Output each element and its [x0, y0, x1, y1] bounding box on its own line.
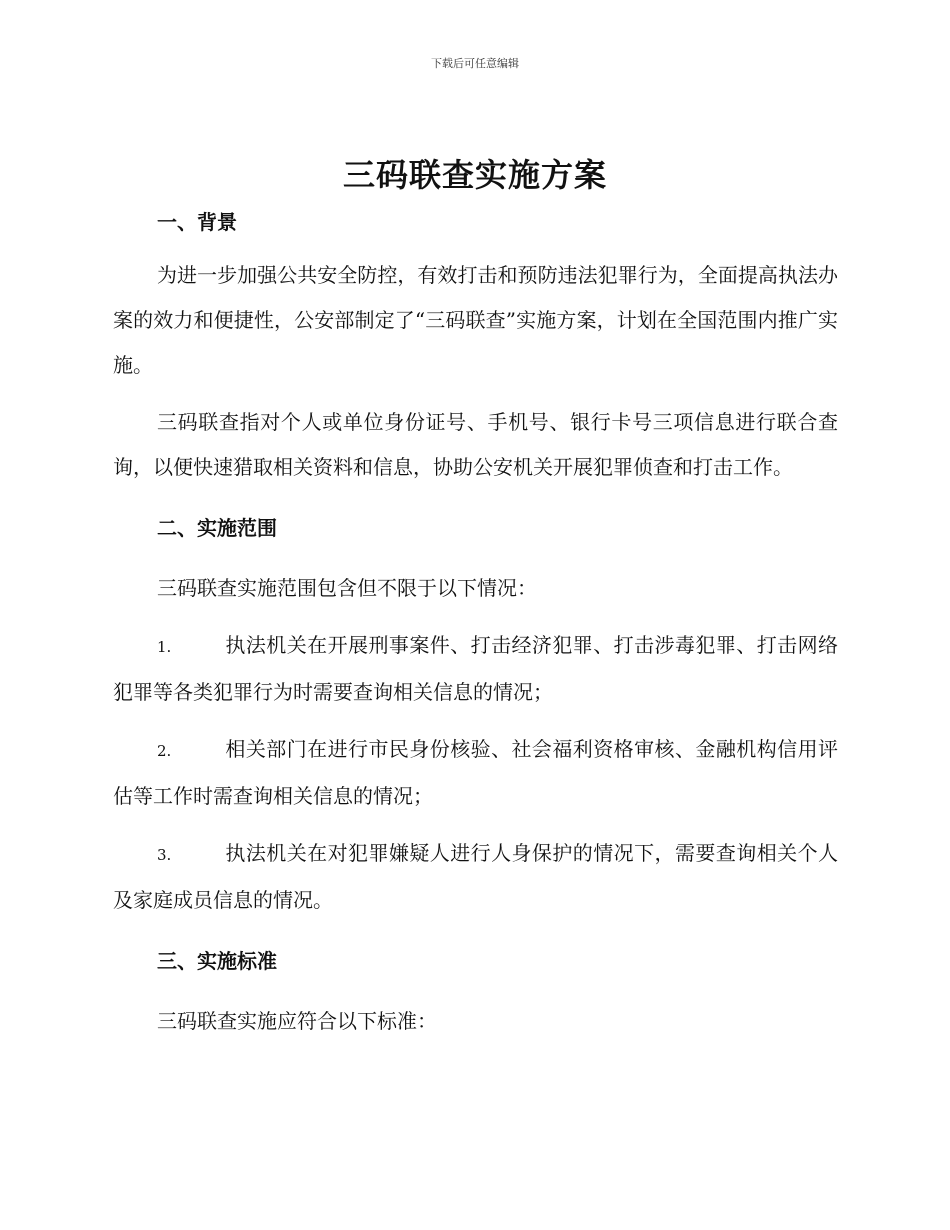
paragraph-scope-intro: 三码联查实施范围包含但不限于以下情况：: [157, 576, 537, 600]
paragraph-background-1: 为进一步加强公共安全防控，有效打击和预防违法犯罪行为，全面提高执法办案的效力和便捷性，公安部制定了“三码联查”实施方案，计划在全国范围内推广实施。: [113, 263, 838, 377]
document-body: [113, 206, 838, 1044]
paragraph-background-2: 三码联查指对个人或单位身份证号、手机号、银行卡号三项信息进行联合查询，以便快速猎取相关资料和信息，协助公安机关开展犯罪侦查和打击工作。: [113, 410, 838, 479]
list-item-text: 相关部门在进行市民身份核验、社会福利资格审核、金融机构信用评估等工作时需查询相关信息的情况；: [113, 737, 838, 808]
section-heading-scope: 二、实施范围: [157, 516, 277, 540]
list-item-text: 执法机关在对犯罪嫌疑人进行人身保护的情况下，需要查询相关个人及家庭成员信息的情况。: [113, 841, 838, 912]
list-item-number: 1.: [157, 638, 172, 656]
document-title: 三码联查实施方案: [342, 156, 607, 194]
section-heading-standards: 三、实施标准: [157, 949, 277, 973]
list-item-number: 3.: [157, 846, 172, 864]
list-item-number: 2.: [157, 742, 172, 760]
paragraph-standards-intro: 三码联查实施应符合以下标准：: [157, 1009, 437, 1033]
header-note: 下载后可任意编辑: [431, 57, 519, 70]
list-item: [113, 623, 838, 715]
list-item-text: 执法机关在开展刑事案件、打击经济犯罪、打击涉毒犯罪、打击网络犯罪等各类犯罪行为时需要查询相关信息的情况；: [113, 633, 838, 704]
list-item: [113, 727, 838, 819]
section-heading-background: 一、背景: [157, 210, 237, 234]
list-item: [113, 831, 838, 923]
